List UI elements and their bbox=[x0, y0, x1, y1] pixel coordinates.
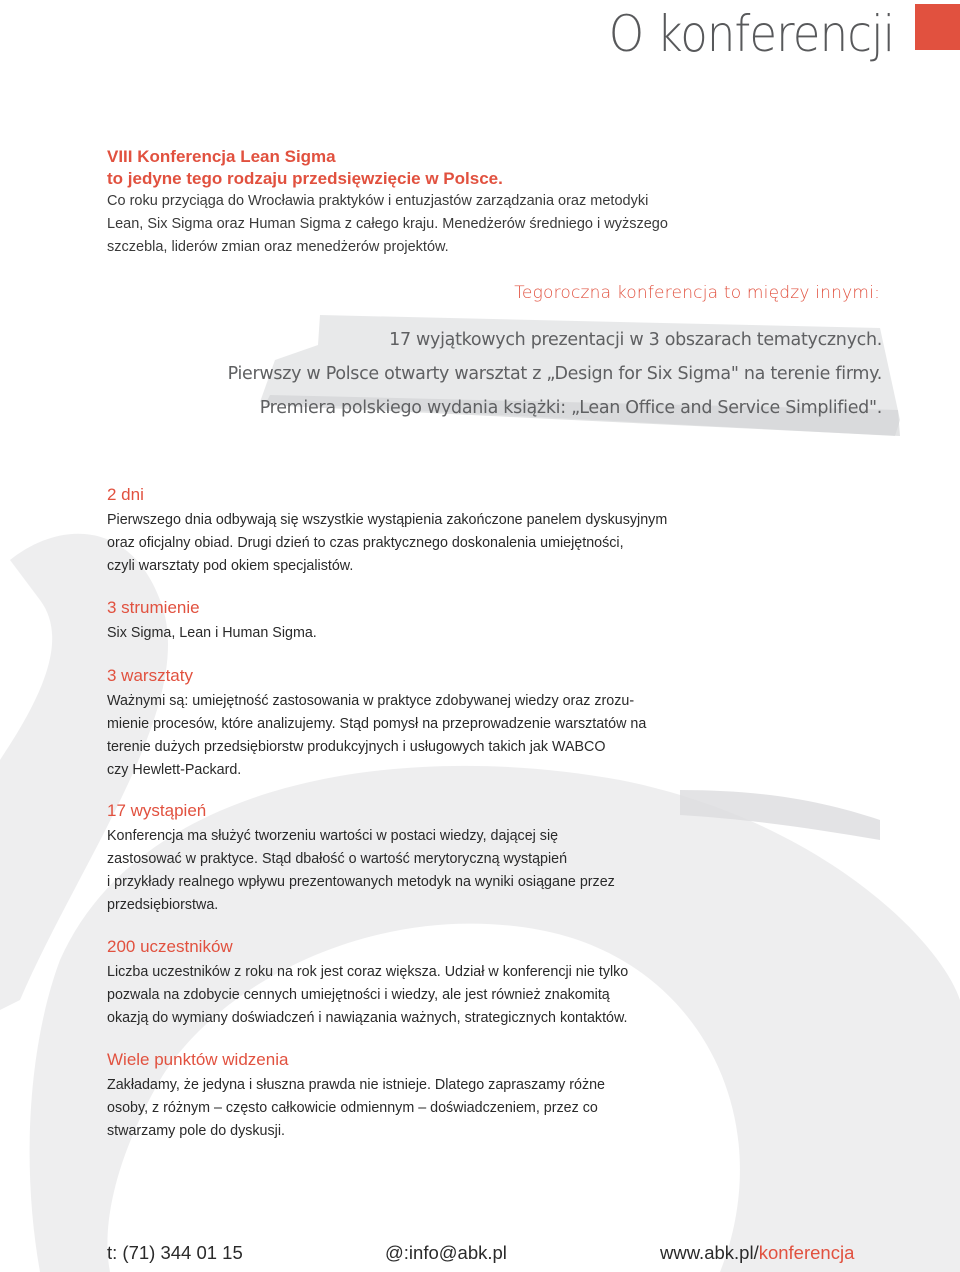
footer-email[interactable]: @:info@abk.pl bbox=[385, 1242, 507, 1263]
section-200-uczestnikow bbox=[107, 935, 687, 1030]
section-title: 17 wystąpień bbox=[107, 801, 207, 820]
highlight-item: 17 wyjątkowych prezentacji w 3 obszarach tematycznych. bbox=[389, 330, 882, 350]
section-line: mienie procesów, które analizujemy. Stąd pomysł na przeprowadzenie warsztatów na bbox=[107, 716, 647, 732]
intro-block bbox=[107, 146, 707, 259]
section-wiele-punktow-widzenia bbox=[107, 1048, 687, 1143]
highlights-intro: Tegoroczna konferencja to między innymi: bbox=[514, 283, 880, 303]
section-line: Ważnymi są: umiejętność zastosowania w praktyce zdobywanej wiedzy oraz zrozu- bbox=[107, 693, 635, 709]
section-line: i przykłady realnego wpływu prezentowanych metodyk na wyniki osiągane przez bbox=[107, 874, 615, 890]
intro-body-line-1: Co roku przyciąga do Wrocławia praktyków i entuzjastów zarządzania oraz metodyki bbox=[107, 193, 649, 209]
page-title: O konferencji bbox=[608, 5, 894, 63]
section-line: Pierwszego dnia odbywają się wszystkie wystąpienia zakończone panelem dyskusyjnym bbox=[107, 512, 668, 528]
section-line: Konferencja ma służyć tworzeniu wartości w postaci wiedzy, dającej się bbox=[107, 828, 559, 844]
intro-body-line-2: Lean, Six Sigma oraz Human Sigma z całego kraju. Menedżerów średniego i wyższego bbox=[107, 216, 668, 232]
section-2-dni bbox=[107, 483, 687, 578]
highlight-item: Premiera polskiego wydania książki: „Lean Office and Service Simplified". bbox=[259, 398, 882, 418]
section-line: przedsiębiorstwa. bbox=[107, 897, 219, 913]
section-line: czyli warsztaty pod okiem specjalistów. bbox=[107, 558, 354, 574]
footer-website-link[interactable] bbox=[660, 1242, 854, 1264]
section-line: oraz oficjalny obiad. Drugi dzień to czas praktycznego doskonalenia umiejętności, bbox=[107, 535, 624, 551]
section-line: Zakładamy, że jedyna i słuszna prawda nie istnieje. Dlatego zapraszamy różne bbox=[107, 1077, 605, 1093]
section-line: pozwala na zdobycie cennych umiejętności i wiedzy, ale jest również znakomitą bbox=[107, 987, 610, 1003]
footer-phone[interactable]: t: (71) 344 01 15 bbox=[107, 1242, 243, 1263]
section-line: okazją do wymiany doświadczeń i nawiązania ważnych, strategicznych kontaktów. bbox=[107, 1010, 628, 1026]
footer-website-path: konferencja bbox=[758, 1242, 855, 1263]
section-title: 200 uczestników bbox=[107, 937, 233, 956]
highlight-item: Pierwszy w Polsce otwarty warsztat z „Design for Six Sigma" na terenie firmy. bbox=[227, 364, 882, 384]
section-line: terenie dużych przedsiębiorstw produkcyjnych i usługowych takich jak WABCO bbox=[107, 739, 606, 755]
section-3-warsztaty bbox=[107, 664, 687, 782]
section-title: 3 strumienie bbox=[107, 598, 200, 617]
intro-body-line-3: szczebla, liderów zmian oraz menedżerów projektów. bbox=[107, 239, 449, 255]
section-line: osoby, z różnym – często całkowicie odmiennym – doświadczeniem, przez co bbox=[107, 1100, 598, 1116]
intro-heading-line-1: VIII Konferencja Lean Sigma bbox=[107, 147, 336, 166]
section-line: Liczba uczestników z roku na rok jest coraz większa. Udział w konferencji nie tylko bbox=[107, 964, 629, 980]
section-line: zastosować w praktyce. Stąd dbałość o wartość merytoryczną wystąpień bbox=[107, 851, 568, 867]
footer bbox=[0, 1242, 960, 1272]
intro-heading-line-2: to jedyne tego rodzaju przedsięwzięcie w Polsce. bbox=[107, 169, 503, 188]
corner-accent-square bbox=[915, 4, 960, 50]
section-3-strumienie bbox=[107, 596, 687, 645]
section-title: 3 warsztaty bbox=[107, 666, 193, 685]
footer-website-base: www.abk.pl/ bbox=[660, 1242, 759, 1263]
section-title: Wiele punktów widzenia bbox=[107, 1050, 289, 1069]
section-line: stwarzamy pole do dyskusji. bbox=[107, 1123, 285, 1139]
section-title: 2 dni bbox=[107, 485, 144, 504]
section-17-wystapien bbox=[107, 799, 687, 917]
section-line: Six Sigma, Lean i Human Sigma. bbox=[107, 625, 317, 641]
section-line: czy Hewlett-Packard. bbox=[107, 762, 242, 778]
